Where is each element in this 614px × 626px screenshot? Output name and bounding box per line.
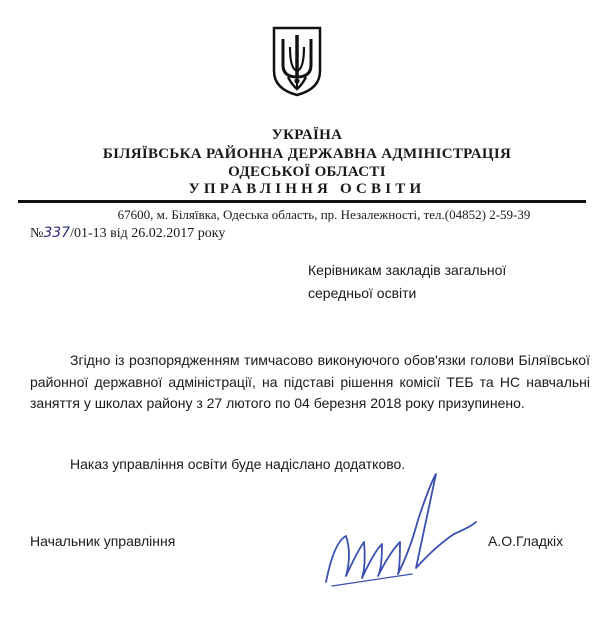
header-administration: БІЛЯЇВСЬКА РАЙОННА ДЕРЖАВНА АДМІНІСТРАЦІЯ	[102, 146, 512, 162]
addressee-line-2: середньої освіти	[308, 285, 417, 301]
header-region: ОДЕСЬКОЇ ОБЛАСТІ	[228, 164, 386, 180]
header-divider	[18, 200, 586, 203]
registration-handwritten-number: 337	[43, 225, 71, 241]
handwritten-signature-icon	[312, 470, 482, 600]
body-paragraph-2: Наказ управління освіти буде надіслано додатково.	[70, 456, 406, 472]
registration-prefix: №	[30, 226, 44, 241]
coat-of-arms-icon	[271, 25, 323, 97]
body-paragraph-1: Згідно із розпорядженням тимчасово виконуючого обов'язки голови Біляївської районної державної адміністрації, на підставі рішення комісії ТЕБ та НС навчальні заняття у школах району з 27 лютого по 04 березня 2018 року призупинено.	[30, 352, 590, 411]
header-address: 67600, м. Біляївка, Одеська область, пр. Незалежності, тел.(04852) 2-59-39	[117, 207, 531, 222]
header-department: УПРАВЛІННЯ ОСВІТИ	[188, 181, 426, 197]
signer-title: Начальник управління	[30, 533, 176, 549]
registration-line	[30, 225, 225, 242]
header-country: УКРАЇНА	[271, 127, 343, 143]
signer-name: А.О.Гладкіх	[488, 533, 564, 549]
registration-rest: /01-13 від 26.02.2017 року	[70, 226, 226, 241]
addressee-line-1: Керівникам закладів загальної	[308, 262, 507, 278]
